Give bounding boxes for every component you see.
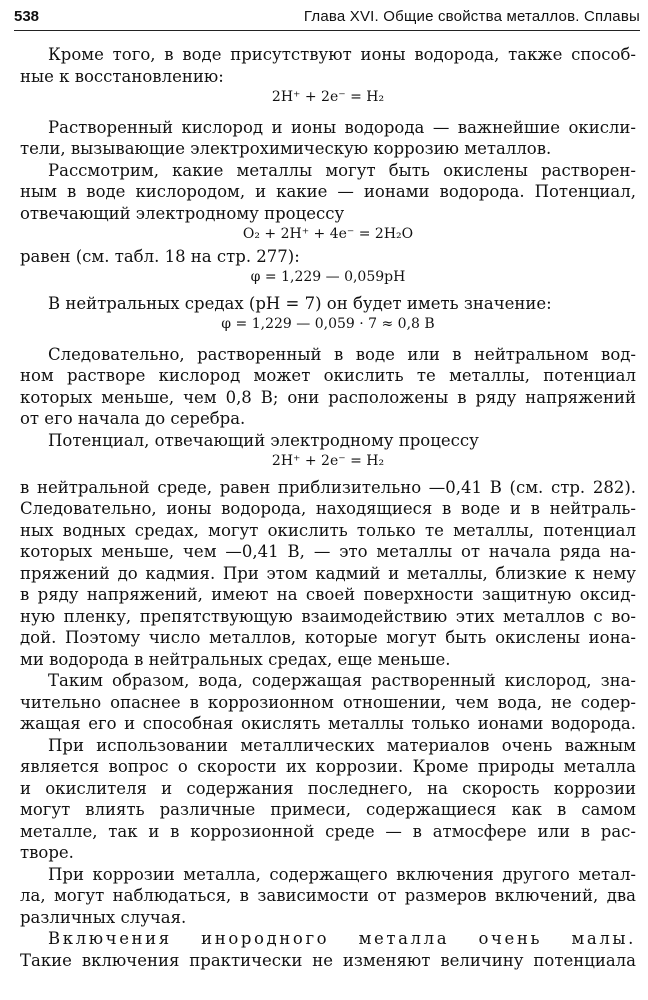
text-line: При коррозии металла, содержащего включения другого метал- [48,864,636,884]
page-header [14,6,640,31]
text-line: ных водных средах, могут окислить только те металлы, потенциал [20,520,636,540]
text-line: металле, так и в коррозионной среде — в атмосфере или в рас- [20,821,636,841]
text-line: ми водорода в нейтральных средах, еще меньше. [20,649,451,669]
equation: φ = 1,229 — 0,059 · 7 ≈ 0,8 В [221,316,435,332]
equation: 2H⁺ + 2e⁻ = H₂ [271,453,385,469]
text-line: пряжений до кадмия. При этом кадмий и металлы, близкие к нему [20,563,636,583]
text-line: и окислителя и содержания последнего, на скорость коррозии [20,778,636,798]
page-body [20,44,636,971]
page-number: 538 [14,8,40,25]
equation: φ = 1,229 — 0,059pH [250,269,406,285]
text-line: тели, вызывающие электрохимическую коррозию металлов. [20,139,552,158]
text-line: ную пленку, препятствующую взаимодействию этих металлов с во- [20,606,636,626]
text-line: от его начала до серебра. [20,409,246,428]
text-line: Рассмотрим, какие металлы могут быть окислены растворен- [48,160,636,180]
section-heading-spaced: Включения инородного металла очень малы. [48,929,636,948]
text-line: равен (см. табл. 18 на стр. 277): [20,246,300,266]
text-line: могут влиять различные примеси, содержащиеся как в самом [20,800,636,819]
running-title: Глава XVI. Общие свойства металлов. Сплавы [303,8,640,25]
text-line: является вопрос о скорости их коррозии. Кроме природы металла [20,757,636,776]
equation: O₂ + 2H⁺ + 4e⁻ = 2H₂O [242,226,414,242]
text-line: Таким образом, вода, содержащая растворенный кислород, зна- [48,671,636,690]
text-line: ном растворе кислород может окислить те металлы, потенциал [20,366,636,385]
text-line: В нейтральных средах (pH = 7) он будет иметь значение: [48,293,552,313]
text-line: Потенциал, отвечающий электродному процессу [48,430,479,450]
text-line: Растворенный кислород и ионы водорода — важнейшие окисли- [48,117,636,137]
text-line: жащая его и способная окислять металлы только ионами водорода. [20,714,636,733]
text-line: в нейтральной среде, равен приблизительно —0,41 В (см. стр. 282). [20,477,636,497]
text-line: Кроме того, в воде присутствуют ионы водорода, также способ- [48,45,636,64]
text-line: которых меньше, чем —0,41 В, — это металлы от начала ряда на- [20,542,636,561]
text-line: Такие включения практически не изменяют величину потенциала [20,950,636,970]
text-line: в ряду напряжений, имеют на своей поверхности защитную оксид- [20,585,636,604]
text-line: различных случая. [20,907,187,927]
equation: 2H⁺ + 2e⁻ = H₂ [271,89,385,105]
text-line: отвечающий электродному процессу [20,203,345,223]
text-line: ные к восстановлению: [20,66,224,86]
text-line: ным в воде кислородом, и какие — ионами водорода. Потенциал, [20,182,636,201]
text-line: При использовании металлических материалов очень важным [48,735,636,755]
text-line: Следовательно, растворенный в воде или в нейтральном вод- [48,344,636,364]
text-line: дой. Поэтому число металлов, которые могут быть окислены иона- [20,628,636,647]
text-line: творе. [20,843,74,862]
text-line: которых меньше, чем 0,8 В; они расположены в ряду напряжений [20,387,636,407]
text-line: ла, могут наблюдаться, в зависимости от размеров включений, два [20,886,636,905]
text-line: чительно опаснее в коррозионном отношении, чем вода, не содер- [20,692,636,712]
text-line: Следовательно, ионы водорода, находящиеся в воде и в нейтраль- [20,499,636,518]
